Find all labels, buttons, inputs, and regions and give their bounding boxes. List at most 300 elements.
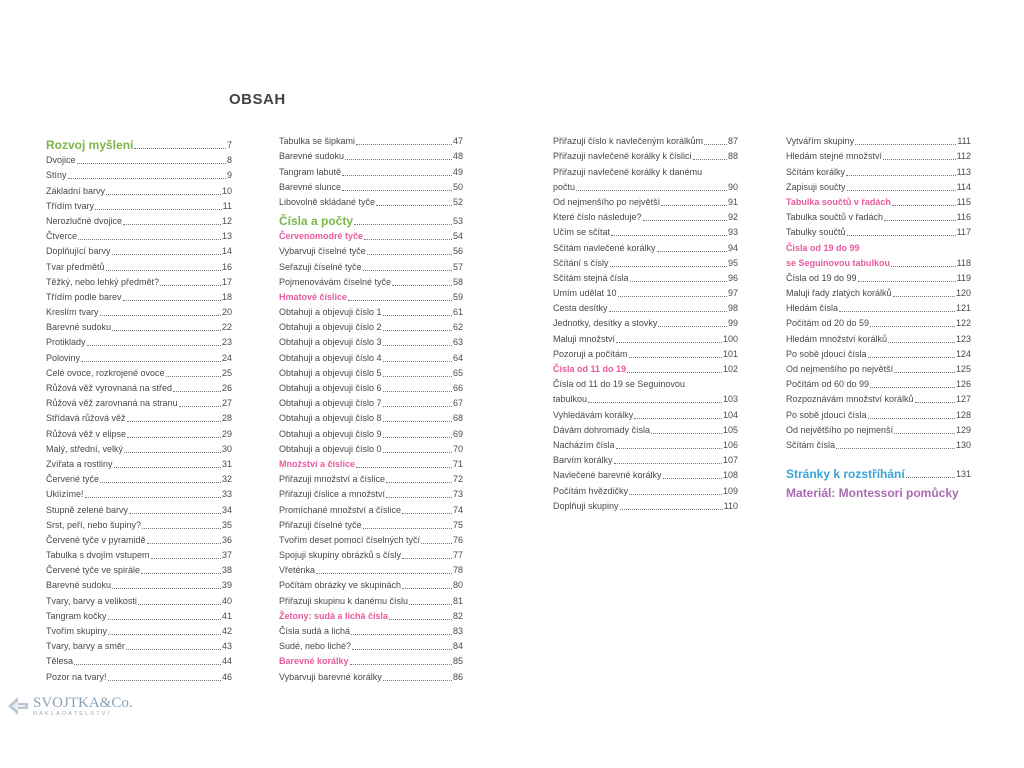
dot-leader xyxy=(85,497,221,498)
toc-entry xyxy=(46,576,232,591)
toc-entry-title: Přiřazuji číslo k navlečeným korálkům xyxy=(553,136,704,147)
toc-entry xyxy=(46,166,232,181)
toc-subsection-heading xyxy=(279,288,463,303)
toc-page-number: 77 xyxy=(452,550,463,561)
toc-entry-title: Tvořím skupiny xyxy=(46,626,108,636)
toc-entry xyxy=(786,178,971,193)
toc-page-number: 31 xyxy=(221,458,232,469)
toc-entry-title: Tělesa xyxy=(46,656,74,667)
toc-entry-title: Tvořím deset pomocí číselných tyčí xyxy=(279,534,421,545)
toc-subsection-heading xyxy=(279,455,463,470)
dot-leader xyxy=(123,224,221,225)
toc-entry-title: Tabulka se šipkami xyxy=(279,136,356,147)
toc-entry-title: Přiřazuji navlečené korálky k danému xyxy=(553,166,703,177)
toc-page-number: 30 xyxy=(221,443,232,454)
toc-page-number: 56 xyxy=(452,246,463,257)
toc-entry xyxy=(46,424,232,439)
toc-entry xyxy=(786,329,971,344)
toc-entry xyxy=(46,181,232,196)
dot-leader xyxy=(616,448,722,449)
toc-entry-title: Vřeténka xyxy=(279,565,316,576)
dot-leader xyxy=(883,159,956,160)
toc-column-4 xyxy=(786,132,971,499)
toc-entry xyxy=(279,348,463,363)
toc-entry xyxy=(46,257,232,272)
toc-page-number: 70 xyxy=(452,443,463,454)
dot-leader xyxy=(847,235,956,236)
toc-entry-title: Tvary, barvy a směr xyxy=(46,641,125,652)
toc-page-number: 43 xyxy=(221,641,232,652)
toc-entry-title: Základní barvy xyxy=(46,185,106,196)
dot-leader xyxy=(352,649,452,650)
toc-page-number: 101 xyxy=(722,348,738,359)
dot-leader xyxy=(316,573,452,574)
dot-leader xyxy=(651,433,722,434)
toc-entry-title: Tabulky součtů xyxy=(786,227,846,238)
toc-page-number: 118 xyxy=(956,257,971,268)
toc-entry xyxy=(279,500,463,515)
toc-entry-title: Třídím tvary xyxy=(46,200,95,211)
toc-entry xyxy=(279,531,463,546)
toc-entry xyxy=(46,242,232,257)
dot-leader xyxy=(836,448,955,449)
dot-leader xyxy=(356,467,452,468)
toc-entry-title: Čísla a počty xyxy=(279,213,354,228)
toc-subsection-heading xyxy=(279,227,463,242)
toc-entry xyxy=(553,314,738,329)
toc-page-number: 26 xyxy=(221,383,232,393)
toc-entry-title: Stránky k rozstříhání xyxy=(786,466,905,481)
toc-entry xyxy=(553,375,738,390)
toc-page-number: 27 xyxy=(221,398,232,409)
dot-leader xyxy=(402,513,452,514)
toc-page-number: 103 xyxy=(722,394,738,405)
toc-entry-title: Stupně zelené barvy xyxy=(46,504,129,515)
toc-entry xyxy=(553,451,738,466)
toc-page-number: 87 xyxy=(727,136,738,147)
dot-leader xyxy=(614,463,722,464)
toc-page-number: 98 xyxy=(727,303,738,314)
toc-page-number: 76 xyxy=(452,534,463,545)
toc-page-number: 24 xyxy=(221,352,232,363)
toc-entry-title: Barevné sudoku xyxy=(46,580,112,591)
toc-entry-title: Přiřazuji číselné tyče xyxy=(279,519,362,530)
dot-leader xyxy=(663,478,722,479)
dot-leader xyxy=(870,387,955,388)
toc-entry-title: Růžová věž v elipse xyxy=(46,428,127,439)
dot-leader xyxy=(81,361,221,362)
toc-entry-title: Střídavá růžová věž xyxy=(46,413,126,424)
toc-page-number: 121 xyxy=(955,303,971,314)
toc-entry-title: Barevné sudoku xyxy=(46,322,112,333)
toc-entry xyxy=(46,364,232,379)
dot-leader xyxy=(100,482,221,483)
toc-page-number: 81 xyxy=(452,595,463,606)
toc-entry xyxy=(46,151,232,166)
dot-leader xyxy=(610,266,727,267)
toc-page-number: 36 xyxy=(221,534,232,545)
toc-entry-title: Libovolně skládané tyče xyxy=(279,196,376,207)
toc-page-number: 62 xyxy=(452,322,463,333)
toc-page-number: 47 xyxy=(452,136,463,147)
toc-entry-title: Maluji množství xyxy=(553,333,616,344)
dot-leader xyxy=(893,296,955,297)
toc-page-number: 127 xyxy=(955,394,971,405)
toc-entry-title: Vytvářím skupiny xyxy=(786,136,855,147)
toc-entry-title: Čísla od 19 do 99 xyxy=(786,272,857,283)
dot-leader xyxy=(609,311,727,312)
toc-entry xyxy=(786,405,971,420)
toc-entry-title: Přiřazuji množství a číslice xyxy=(279,474,386,485)
toc-entry-title: Po sobě jdoucí čísla xyxy=(786,409,867,420)
dot-leader xyxy=(342,190,452,191)
toc-entry-title: Dávám dohromady čísla xyxy=(553,424,651,435)
toc-page-number: 84 xyxy=(452,641,463,652)
toc-entry-title: Barevné sudoku xyxy=(279,151,345,162)
toc-entry-title: Hmatové číslice xyxy=(279,291,348,302)
toc-entry-title: Třídím podle barev xyxy=(46,291,122,302)
toc-subsection-heading xyxy=(786,238,971,253)
toc-page-number: 11 xyxy=(222,200,232,211)
toc-subsection-heading xyxy=(279,607,463,622)
toc-entry-title: Počítám obrázky ve skupinách xyxy=(279,580,402,591)
toc-entry-title: Dvojice xyxy=(46,155,76,166)
toc-column-2 xyxy=(279,132,463,683)
toc-entry xyxy=(46,652,232,667)
dot-leader xyxy=(383,452,452,453)
dot-leader xyxy=(363,270,452,271)
dot-leader xyxy=(402,558,452,559)
toc-entry xyxy=(553,178,738,193)
toc-entry xyxy=(553,329,738,344)
dot-leader xyxy=(100,315,221,316)
toc-entry xyxy=(46,607,232,622)
toc-entry xyxy=(279,132,463,147)
dot-leader xyxy=(108,634,221,635)
toc-entry-title: Jednotky, desítky a stovky xyxy=(553,318,658,329)
toc-page-number: 93 xyxy=(727,227,738,238)
toc-entry xyxy=(786,299,971,314)
toc-page-number: 100 xyxy=(722,333,738,344)
toc-entry-title: Stíny xyxy=(46,170,67,181)
toc-entry-title: Přiřazuji skupinu k danému číslu xyxy=(279,595,409,606)
toc-entry-title: Umím udělat 10 xyxy=(553,288,617,299)
toc-entry xyxy=(279,147,463,162)
toc-entry-title: Čísla sudá a lichá xyxy=(279,626,351,636)
toc-entry xyxy=(46,470,232,485)
dot-leader xyxy=(356,144,452,145)
dot-leader xyxy=(342,175,452,176)
dot-leader xyxy=(629,494,722,495)
dot-leader xyxy=(906,477,955,478)
toc-entry xyxy=(279,333,463,348)
toc-entry-title: Čtverce xyxy=(46,231,78,242)
toc-page-number: 86 xyxy=(452,671,463,682)
dot-leader xyxy=(134,148,226,149)
toc-entry-title: Vyhledávám korálky xyxy=(553,409,634,420)
dot-leader xyxy=(847,190,956,191)
dot-leader xyxy=(127,421,221,422)
dot-leader xyxy=(106,194,221,195)
dot-leader xyxy=(383,361,452,362)
toc-page-number: 65 xyxy=(452,367,463,378)
toc-entry xyxy=(279,440,463,455)
toc-entry-title: Hledám stejné množství xyxy=(786,151,883,162)
toc-page-number: 34 xyxy=(221,504,232,515)
toc-entry xyxy=(553,345,738,360)
dot-leader xyxy=(888,342,955,343)
toc-entry-title: Zvířata a rostliny xyxy=(46,458,113,469)
dot-leader xyxy=(693,159,727,160)
toc-page-number: 40 xyxy=(221,595,232,606)
page-title: OBSAH xyxy=(229,91,286,108)
toc-entry xyxy=(46,303,232,318)
toc-page-number: 67 xyxy=(452,398,463,409)
dot-leader xyxy=(383,330,452,331)
toc-page-number: 23 xyxy=(221,337,232,348)
toc-page-number: 130 xyxy=(955,439,971,450)
toc-entry-title: Navlečené barevné korálky xyxy=(553,470,662,481)
toc-entry-title: Od největšího po nejmenší xyxy=(786,424,894,435)
toc-entry xyxy=(279,561,463,576)
toc-entry xyxy=(279,193,463,208)
dot-leader xyxy=(389,619,452,620)
dot-leader xyxy=(350,664,452,665)
svojtka-logo-icon xyxy=(6,694,30,718)
toc-page-number: 63 xyxy=(452,337,463,348)
toc-entry-title: Obtahuji a objevuji číslo 1 xyxy=(279,307,382,318)
dot-leader xyxy=(620,509,723,510)
toc-entry xyxy=(786,162,971,177)
toc-spacer xyxy=(786,451,971,461)
toc-entry xyxy=(553,238,738,253)
toc-entry-title: Obtahuji a objevuji číslo 4 xyxy=(279,352,382,363)
toc-entry xyxy=(786,223,971,238)
toc-entry xyxy=(279,485,463,500)
dot-leader xyxy=(894,372,955,373)
toc-entry xyxy=(46,318,232,333)
dot-leader xyxy=(351,634,452,635)
toc-subsection-heading xyxy=(553,360,738,375)
toc-entry xyxy=(46,227,232,242)
toc-entry xyxy=(553,132,738,147)
toc-entry-title: Obtahuji a objevuji číslo 3 xyxy=(279,337,382,348)
toc-page-number: 59 xyxy=(452,291,463,302)
toc-page-number: 46 xyxy=(221,671,232,682)
toc-page-number: 54 xyxy=(452,231,463,242)
toc-entry xyxy=(279,470,463,485)
toc-entry xyxy=(279,516,463,531)
toc-page-number: 69 xyxy=(452,428,463,439)
toc-entry xyxy=(553,497,738,512)
dot-leader xyxy=(634,418,722,419)
dot-leader xyxy=(129,513,221,514)
toc-entry-title: Materiál: Montessori pomůcky xyxy=(786,485,959,500)
toc-page-number: 50 xyxy=(452,181,463,192)
toc-subsection-heading xyxy=(786,254,971,269)
toc-page-number: 33 xyxy=(221,489,232,500)
toc-entry xyxy=(46,379,232,394)
toc-entry-title: Sudé, nebo liché? xyxy=(279,641,352,652)
toc-entry-title: Promíchané množství a číslice xyxy=(279,504,402,515)
dot-leader xyxy=(127,437,221,438)
toc-entry xyxy=(279,409,463,424)
toc-entry xyxy=(279,273,463,288)
dot-leader xyxy=(383,421,452,422)
toc-entry xyxy=(46,637,232,652)
toc-page-number: 78 xyxy=(452,565,463,576)
toc-page-number: 117 xyxy=(956,227,971,238)
dot-leader xyxy=(95,209,222,210)
dot-leader xyxy=(627,372,722,373)
toc-entry xyxy=(46,197,232,212)
toc-page-number: 95 xyxy=(727,257,738,268)
toc-page-number: 88 xyxy=(727,151,738,162)
toc-page-number: 80 xyxy=(452,580,463,591)
dot-leader xyxy=(616,342,722,343)
toc-page-number: 106 xyxy=(722,439,738,450)
toc-entry xyxy=(46,455,232,470)
toc-entry-title: Barevné korálky xyxy=(279,656,349,667)
toc-entry xyxy=(279,379,463,394)
toc-entry-title: Které číslo následuje? xyxy=(553,212,642,223)
dot-leader xyxy=(846,175,956,176)
toc-entry xyxy=(279,364,463,379)
toc-entry-title: Obtahuji a objevuji číslo 6 xyxy=(279,383,382,393)
toc-entry-title: Hledám množství korálků xyxy=(786,333,888,344)
toc-page-number: 12 xyxy=(221,215,232,226)
toc-entry-title: Růžová věž zarovnaná na stranu xyxy=(46,398,178,409)
dot-leader xyxy=(894,433,955,434)
toc-page-number: 52 xyxy=(452,196,463,207)
toc-entry-title: Poloviny xyxy=(46,352,81,363)
toc-entry-title: Protiklady xyxy=(46,337,86,348)
toc-section-heading xyxy=(46,132,232,151)
toc-page-number: 61 xyxy=(452,307,463,318)
toc-page-number: 38 xyxy=(221,565,232,576)
toc-page-number: 72 xyxy=(452,474,463,485)
dot-leader xyxy=(383,406,452,407)
toc-entry xyxy=(553,193,738,208)
toc-page-number: 66 xyxy=(452,383,463,393)
dot-leader xyxy=(179,406,221,407)
toc-section-heading xyxy=(786,480,971,499)
toc-entry-title: Kreslím tvary xyxy=(46,307,99,318)
toc-entry-title: Hledám čísla xyxy=(786,303,839,314)
dot-leader xyxy=(68,178,226,179)
dot-leader xyxy=(114,467,221,468)
toc-entry-title: Sčítám navlečené korálky xyxy=(553,242,656,253)
toc-entry xyxy=(46,622,232,637)
toc-entry xyxy=(786,208,971,223)
dot-leader xyxy=(868,418,955,419)
toc-entry-title: Seřazuji číselné tyče xyxy=(279,261,362,272)
dot-leader xyxy=(166,376,221,377)
toc-page-number: 25 xyxy=(221,367,232,378)
toc-entry xyxy=(279,162,463,177)
toc-page-number: 111 xyxy=(957,136,971,147)
toc-entry xyxy=(46,485,232,500)
dot-leader xyxy=(173,391,221,392)
toc-entry-title: Od nejmenšího po největší xyxy=(786,364,894,374)
toc-page-number: 110 xyxy=(723,500,738,511)
dot-leader xyxy=(870,326,955,327)
publisher-name: SVOJTKA&Co. xyxy=(33,695,133,711)
toc-entry-title: Tvary, barvy a velikosti xyxy=(46,595,137,606)
toc-entry xyxy=(279,394,463,409)
toc-entry-title: Obtahuji a objevuji číslo 0 xyxy=(279,443,382,454)
toc-entry xyxy=(553,421,738,436)
toc-entry xyxy=(46,409,232,424)
toc-page-number: 96 xyxy=(727,272,738,283)
toc-page-number: 116 xyxy=(956,212,971,223)
toc-page-number: 17 xyxy=(221,276,232,287)
toc-entry xyxy=(46,273,232,288)
toc-section-heading xyxy=(786,461,971,480)
toc-entry-title: Žetony: sudá a lichá čísla xyxy=(279,610,389,621)
toc-entry xyxy=(279,303,463,318)
dot-leader xyxy=(77,163,226,164)
toc-section-heading xyxy=(279,208,463,227)
toc-entry-title: Tabulka s dvojím vstupem xyxy=(46,550,150,561)
toc-entry xyxy=(786,269,971,284)
toc-entry xyxy=(786,360,971,375)
dot-leader xyxy=(409,604,452,605)
toc-page-number: 44 xyxy=(221,656,232,667)
toc-entry xyxy=(553,466,738,481)
toc-entry-title: Červenomodré tyče xyxy=(279,231,364,242)
toc-page-number: 119 xyxy=(956,272,971,283)
dot-leader xyxy=(392,285,452,286)
toc-entry-title: Tabulka součtů v řadách xyxy=(786,196,891,207)
toc-entry xyxy=(46,500,232,515)
dot-leader xyxy=(576,190,727,191)
toc-page-number: 22 xyxy=(221,322,232,333)
toc-entry xyxy=(46,591,232,606)
toc-entry-title: Učím se sčítat xyxy=(553,227,611,238)
toc-entry xyxy=(786,390,971,405)
toc-page-number: 35 xyxy=(221,519,232,530)
toc-entry xyxy=(279,622,463,637)
dot-leader xyxy=(87,345,221,346)
toc-entry xyxy=(786,436,971,451)
dot-leader xyxy=(364,239,452,240)
toc-entry-title: Tvar předmětů xyxy=(46,261,105,272)
dot-leader xyxy=(74,664,221,665)
toc-page-number: 16 xyxy=(221,261,232,272)
toc-page-number: 102 xyxy=(722,364,738,374)
toc-page-number: 125 xyxy=(955,364,971,374)
dot-leader xyxy=(868,357,955,358)
dot-leader xyxy=(402,588,452,589)
toc-page-number: 18 xyxy=(221,291,232,302)
dot-leader xyxy=(630,281,727,282)
toc-entry-title: Vybarvuji barevné korálky xyxy=(279,671,382,682)
toc-page-number: 73 xyxy=(452,489,463,500)
toc-page-number: 74 xyxy=(452,504,463,515)
publisher-logo xyxy=(6,694,133,718)
dot-leader xyxy=(141,573,221,574)
dot-leader xyxy=(891,266,956,267)
toc-page-number: 120 xyxy=(955,288,971,299)
dot-leader xyxy=(376,205,452,206)
toc-entry xyxy=(786,345,971,360)
toc-entry-title: Doplňující barvy xyxy=(46,246,111,257)
toc-entry-title: Po sobě jdoucí čísla xyxy=(786,348,867,359)
dot-leader xyxy=(147,543,221,544)
toc-page-number: 49 xyxy=(452,166,463,177)
toc-entry xyxy=(553,147,738,162)
